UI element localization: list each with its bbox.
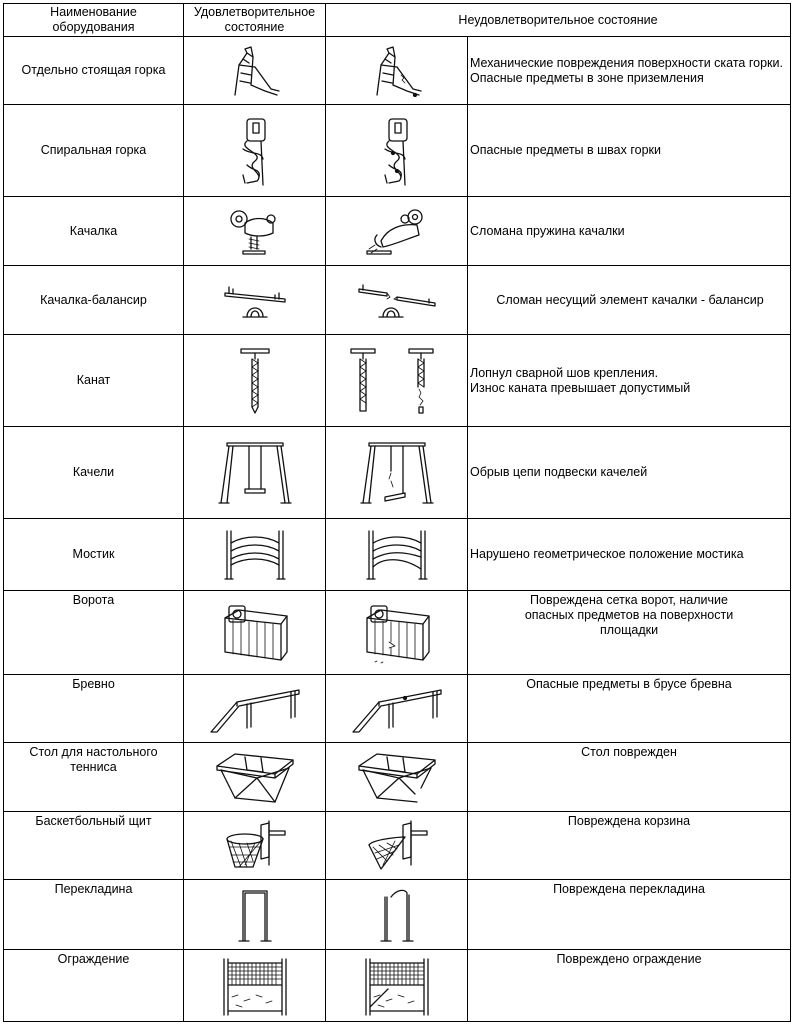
swing-damaged-icon	[326, 427, 468, 519]
table-row	[4, 427, 791, 519]
table-row	[4, 37, 791, 105]
seesaw-damaged-icon	[326, 266, 468, 335]
table-row	[4, 335, 791, 427]
description-line: Сломана пружина качалки	[470, 223, 625, 238]
table-row	[4, 743, 791, 812]
bridge-damaged-icon	[326, 519, 468, 591]
header-satisfactory: Удовлетворительное состояние	[184, 4, 326, 37]
spring-rocker-damaged-icon	[326, 197, 468, 266]
defect-description	[468, 197, 791, 266]
description-line: Повреждена перекладина	[553, 882, 705, 896]
crossbar-damaged-icon	[326, 880, 468, 950]
bridge-ok-icon	[184, 519, 326, 591]
table-header-row	[4, 4, 791, 37]
defect-description	[468, 519, 791, 591]
ping-pong-table-ok-icon	[184, 743, 326, 812]
equipment-name: Мостик	[4, 519, 184, 591]
defect-description	[468, 743, 791, 812]
description-line: Стол поврежден	[581, 745, 677, 759]
equipment-name: Бревно	[4, 675, 184, 743]
equipment-name: Отдельно стоящая горка	[4, 37, 184, 105]
rope-ok-icon	[184, 335, 326, 427]
rope-damaged-icon	[326, 335, 468, 427]
description-line: Износ каната превышает допустимый	[470, 380, 691, 395]
spiral-slide-damaged-icon	[326, 105, 468, 197]
description-line: Механические повреждения поверхности ската горки.	[470, 55, 783, 70]
description-line: Обрыв цепи подвески качелей	[470, 465, 648, 479]
equipment-name: Качели	[4, 427, 184, 519]
defect-description	[468, 591, 791, 675]
table-row	[4, 105, 791, 197]
defect-description	[468, 950, 791, 1022]
spring-rocker-ok-icon	[184, 197, 326, 266]
description-line: Опасные предметы в зоне приземления	[470, 70, 704, 85]
defect-description	[468, 880, 791, 950]
equipment-name: Ворота	[4, 591, 184, 675]
description-line: Повреждена сетка ворот, наличие опасных предметов на поверхности площадки	[524, 593, 734, 637]
slide-ok-icon	[184, 37, 326, 105]
equipment-name: Качалка	[4, 197, 184, 266]
description-line: Сломан несущий элемент качалки - балансир	[496, 292, 764, 307]
description-line: Лопнул сварной шов крепления.	[470, 365, 659, 380]
header-equipment-name: Наименование оборудования	[4, 4, 184, 37]
table-row	[4, 591, 791, 675]
table-row	[4, 519, 791, 591]
crossbar-ok-icon	[184, 880, 326, 950]
table-row	[4, 950, 791, 1022]
basketball-hoop-damaged-icon	[326, 812, 468, 880]
fence-damaged-icon	[326, 950, 468, 1022]
description-line: Повреждено ограждение	[556, 952, 702, 966]
basketball-hoop-ok-icon	[184, 812, 326, 880]
table-row	[4, 675, 791, 743]
table-row	[4, 880, 791, 950]
equipment-name: Канат	[4, 335, 184, 427]
goal-damaged-icon	[326, 591, 468, 675]
equipment-name: Ограждение	[4, 950, 184, 1022]
equipment-name: Перекладина	[4, 880, 184, 950]
table-row	[4, 812, 791, 880]
equipment-condition-table	[3, 3, 791, 1022]
balance-beam-ok-icon	[184, 675, 326, 743]
goal-ok-icon	[184, 591, 326, 675]
defect-description	[468, 335, 791, 427]
slide-damaged-icon	[326, 37, 468, 105]
header-unsatisfactory: Неудовлетворительное состояние	[326, 4, 791, 37]
balance-beam-damaged-icon	[326, 675, 468, 743]
defect-description	[468, 812, 791, 880]
equipment-name: Стол для настольного тенниса	[4, 743, 184, 812]
description-line: Опасные предметы в брусе бревна	[526, 677, 732, 691]
swing-ok-icon	[184, 427, 326, 519]
fence-ok-icon	[184, 950, 326, 1022]
description-line: Опасные предметы в швах горки	[470, 143, 661, 157]
table-row	[4, 197, 791, 266]
defect-description	[468, 675, 791, 743]
defect-description	[468, 427, 791, 519]
table-row	[4, 266, 791, 335]
equipment-name: Баскетбольный щит	[4, 812, 184, 880]
seesaw-ok-icon	[184, 266, 326, 335]
defect-description	[468, 266, 791, 335]
ping-pong-table-damaged-icon	[326, 743, 468, 812]
equipment-name: Спиральная горка	[4, 105, 184, 197]
spiral-slide-ok-icon	[184, 105, 326, 197]
defect-description	[468, 37, 791, 105]
description-line: Повреждена корзина	[567, 814, 691, 828]
description-line: Нарушено геометрическое положение мостика	[470, 547, 744, 561]
equipment-name: Качалка-балансир	[4, 266, 184, 335]
defect-description	[468, 105, 791, 197]
